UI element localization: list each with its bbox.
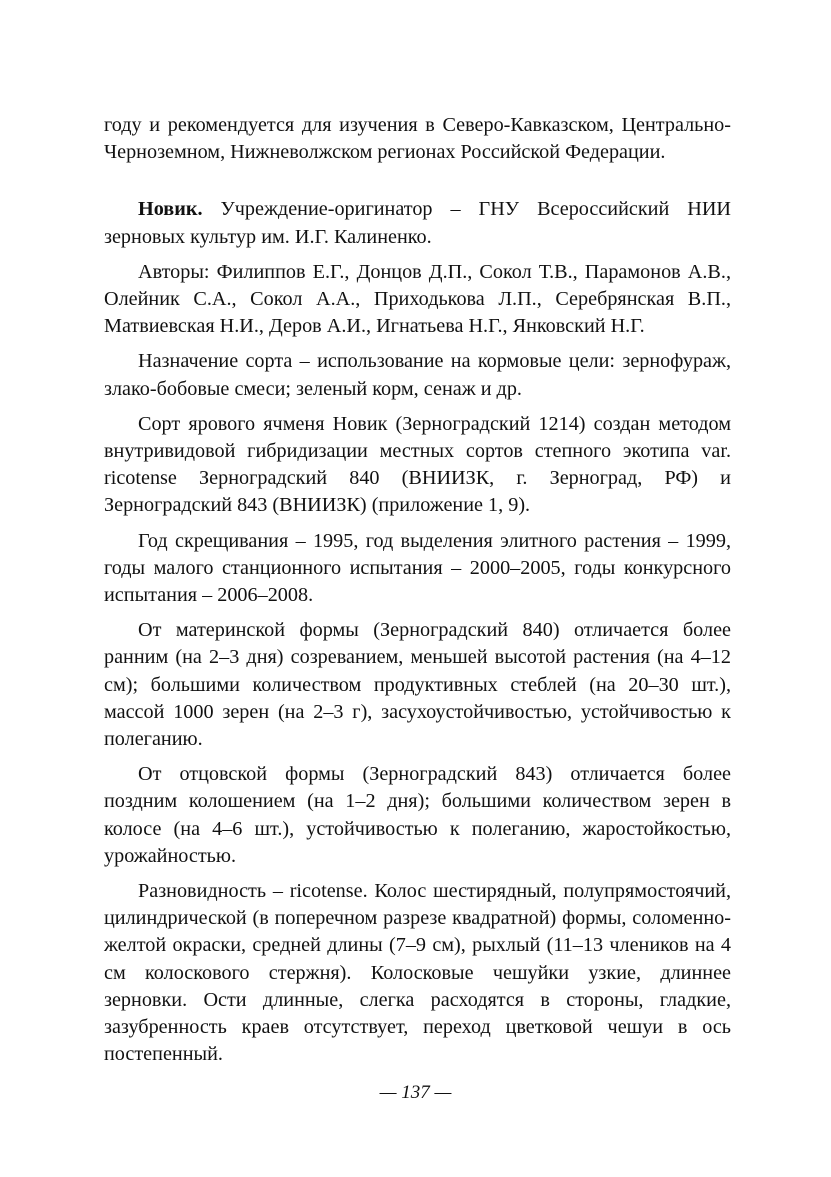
page-number: — 137 — bbox=[379, 1082, 452, 1103]
page-body bbox=[104, 112, 731, 1077]
variety-name: Новик. bbox=[138, 198, 203, 221]
paragraph-origin: Сорт ярового ячменя Новик (Зерноградский 1214) создан методом внутривидовой гибридизации местных сортов степного экотипа var. ricotense Зерноградский 840 (ВНИИЗК, г. Зерноград, РФ) и Зерноградский 843 (ВНИИЗК) (приложение 1, 9). bbox=[104, 412, 731, 517]
paragraph-paternal-form: От отцовской формы (Зерноградский 843) отличается более поздним колошением (на 1–2 дня); большими количеством зерен в колосе (на 4–6 шт.), устойчивостью к полеганию, жаростойкостью, урожайностью. bbox=[104, 763, 731, 867]
paragraph-continuation: году и рекомендуется для изучения в Северо-Кавказском, Центрально-Черноземном, Нижневолжском регионах Российской Федерации. bbox=[104, 114, 731, 164]
paragraph-maternal-form: От материнской формы (Зерноградский 840) отличается более ранним (на 2–3 дня) созреванием, меньшей высотой растения (на 4–12 см); большими количеством продуктивных стеблей (на 20–30 шт.), массой 1000 зерен (на 2–3 г), засухоустойчивостью, устойчивостью к полеганию. bbox=[104, 619, 731, 751]
paragraph-variety-novik bbox=[104, 196, 731, 250]
paragraph-years: Год скрещивания – 1995, год выделения элитного растения – 1999, годы малого станционного испытания – 2000–2005, годы конкурсного испытания – 2006–2008. bbox=[104, 529, 731, 607]
originator-text: Учреждение-оригинатор – ГНУ Всероссийский НИИ зерновых культур им. И.Г. Калиненко. bbox=[104, 198, 731, 248]
paragraph-purpose: Назначение сорта – использование на кормовые цели: зернофураж, злако-бобовые смеси; зеленый корм, сенаж и др. bbox=[104, 350, 731, 400]
paragraph-authors: Авторы: Филиппов Е.Г., Донцов Д.П., Сокол Т.В., Парамонов А.В., Олейник С.А., Сокол А.А., Приходькова Л.П., Серебрянская В.П., Матвиевская Н.И., Деров А.И., Игнатьева Н.Г., Янковский Н.Г. bbox=[104, 260, 731, 338]
paragraph-variety-description: Разновидность – ricotense. Колос шестирядный, полупрямостоячий, цилиндрической (в поперечном разрезе квадратной) формы, соломенно-желтой окраски, средней длины (7–9 см), рыхлый (11–13 члеников на 4 см колоскового стержня). Колосковые чешуйки узкие, длиннее зерновки. Ости длинные, слегка расходятся в стороны, гладкие, зазубренность краев отсутствует, переход цветковой чешуи в ось постепенный. bbox=[104, 880, 731, 1066]
